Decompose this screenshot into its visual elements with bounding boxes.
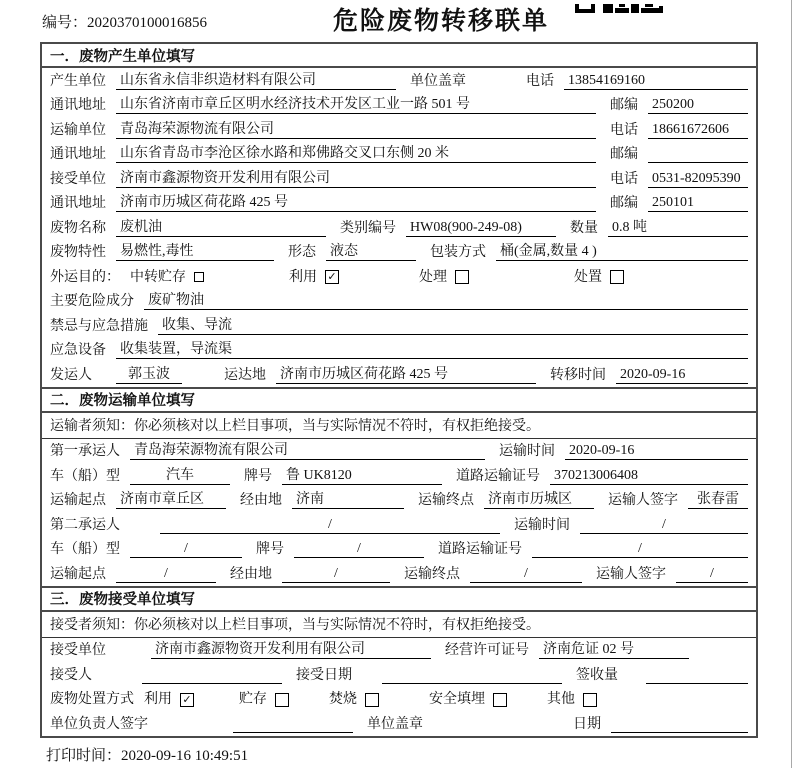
checkbox-label: 安全填埋 <box>429 692 485 707</box>
field-label: 运达地 <box>224 367 266 383</box>
field-label: 经由地 <box>230 566 272 582</box>
section-header: 一．废物产生单位填写 <box>42 44 756 68</box>
form-row <box>42 240 756 265</box>
checkbox-option <box>289 269 339 286</box>
field-label: 签收量 <box>576 667 618 683</box>
field-value: 汽车 <box>130 467 230 485</box>
field-label: 单位负责人签字 <box>50 716 148 732</box>
field-value: 370213006408 <box>550 467 748 485</box>
field-value: 0531-82095390 <box>648 170 748 188</box>
checkbox-option <box>429 691 507 708</box>
field-value: 郭玉波 <box>116 366 182 384</box>
field-label: 产生单位 <box>50 73 106 89</box>
field-label: 运输单位 <box>50 122 106 138</box>
checkbox-label: 处理 <box>419 269 447 285</box>
field-value: 250101 <box>648 194 748 212</box>
field-label: 电话 <box>526 73 554 89</box>
field-label: 形态 <box>288 245 316 260</box>
checkbox-unchecked <box>610 270 624 284</box>
field-value <box>233 716 353 733</box>
checkbox-label: 利用 <box>144 692 172 707</box>
field-value: 济南市历城区荷花路 425 号 <box>276 366 536 384</box>
form-row <box>42 662 756 687</box>
page-title: 危险废物转移联单 <box>332 7 549 35</box>
field-label: 包装方式 <box>430 245 486 260</box>
section-note: 运输者须知：你必须核对以上栏目事项，当与实际情况不符时，有权拒绝接受。 <box>42 413 756 439</box>
field-value: 济南危证 02 号 <box>539 641 689 659</box>
field-value: 收集装置，导流渠 <box>116 341 748 359</box>
field-value <box>382 667 562 684</box>
field-label: 发运人 <box>50 367 92 383</box>
field-label: 接受单位 <box>50 171 106 187</box>
checkbox-option <box>239 691 289 708</box>
form-row <box>42 142 756 167</box>
section-note: 接受者须知：你必须核对以上栏目事项，当与实际情况不符时，有权拒绝接受。 <box>42 612 756 638</box>
field-label: 车（船）型 <box>50 468 120 484</box>
qr-code-fragment <box>575 0 663 9</box>
field-value: 山东省济南市章丘区明水经济技术开发区工业一路 501 号 <box>116 96 596 114</box>
field-value: 0.8 吨 <box>608 219 748 237</box>
field-label: 日期 <box>573 716 601 732</box>
checkbox-unchecked <box>194 272 204 282</box>
field-value <box>648 146 748 163</box>
checkbox-label: 焚烧 <box>329 692 357 707</box>
print-time-line <box>46 744 248 765</box>
form-row <box>42 215 756 240</box>
checkbox-label: 中转贮存 <box>130 269 186 285</box>
field-label: 废物名称 <box>50 220 106 236</box>
form-row <box>42 264 756 289</box>
field-value: 济南市历城区 <box>484 491 594 509</box>
checkbox-option <box>574 269 624 286</box>
checkbox-unchecked <box>455 270 469 284</box>
field-value: 青岛海荣源物流有限公司 <box>130 442 485 460</box>
checkbox-option <box>130 269 204 286</box>
checkbox-label: 其他 <box>547 692 575 707</box>
form-row <box>42 68 756 93</box>
field-label: 接受日期 <box>296 667 352 683</box>
form-row <box>42 512 756 537</box>
field-value: 易燃性,毒性 <box>116 243 274 261</box>
form-row <box>42 638 756 663</box>
field-label: 经营许可证号 <box>445 643 529 658</box>
checkbox-unchecked <box>365 693 379 707</box>
field-value: / <box>580 516 748 534</box>
field-label: 运输时间 <box>514 517 570 533</box>
checkbox-option <box>144 691 194 708</box>
field-label: 数量 <box>570 220 598 236</box>
checkbox-unchecked <box>493 693 507 707</box>
field-label: 邮编 <box>610 98 638 113</box>
field-label: 道路运输证号 <box>456 468 540 484</box>
field-value: HW08(900-249-08) <box>406 219 556 237</box>
field-label: 转移时间 <box>550 367 606 383</box>
checkbox-unchecked <box>275 693 289 707</box>
form-row <box>42 561 756 586</box>
field-value: / <box>116 565 216 583</box>
field-value: / <box>282 565 390 583</box>
form-row <box>42 117 756 142</box>
field-value: 山东省永信非织造材料有限公司 <box>116 72 396 90</box>
print-time-label: 打印时间： <box>46 748 122 764</box>
field-value: 液态 <box>326 243 416 261</box>
field-label: 运输终点 <box>404 566 460 582</box>
field-value: 收集、导流 <box>158 317 748 335</box>
field-label: 运输人签字 <box>608 493 678 508</box>
field-value <box>646 667 748 684</box>
field-label: 运输终点 <box>418 493 474 508</box>
field-value: 13854169160 <box>564 72 748 90</box>
field-label: 第二承运人 <box>50 517 120 533</box>
field-value: 250200 <box>648 96 748 114</box>
field-value: / <box>470 565 582 583</box>
serial-value: 2020370100016856 <box>87 15 208 31</box>
field-value: 济南市章丘区 <box>116 491 226 509</box>
field-label: 牌号 <box>244 468 272 484</box>
field-label: 废物特性 <box>50 245 106 260</box>
form-row <box>42 687 756 712</box>
field-value: / <box>532 540 748 558</box>
field-value: 张春雷 <box>688 491 748 509</box>
form-section-2 <box>42 387 756 586</box>
serial-label: 编号： <box>42 15 88 31</box>
field-label: 主要危险成分 <box>50 294 134 309</box>
checkbox-label: 贮存 <box>239 692 267 707</box>
field-value: 2020-09-16 <box>565 442 748 460</box>
field-label: 禁忌与应急措施 <box>50 318 148 334</box>
field-value <box>142 667 282 684</box>
field-value: 鲁 UK8120 <box>282 467 442 485</box>
field-value: 济南市历城区荷花路 425 号 <box>116 194 596 212</box>
field-value: 济南 <box>292 491 404 509</box>
field-value: / <box>160 516 500 534</box>
field-value <box>611 716 748 733</box>
field-value: 2020-09-16 <box>616 366 748 384</box>
field-label: 第一承运人 <box>50 444 120 459</box>
form-row <box>42 289 756 314</box>
form-row <box>42 711 756 736</box>
field-label: 废物处置方式 <box>50 692 134 707</box>
form-section-3 <box>42 586 756 736</box>
print-time-value: 2020-09-16 10:49:51 <box>121 748 249 764</box>
field-value: / <box>294 540 424 558</box>
field-value: 废机油 <box>116 219 326 237</box>
checkbox-option <box>547 691 597 708</box>
section-header: 二．废物运输单位填写 <box>42 389 756 413</box>
field-label: 通讯地址 <box>50 196 106 211</box>
field-value: / <box>130 540 242 558</box>
form-row <box>42 439 756 464</box>
field-label: 类别编号 <box>340 220 396 236</box>
form-table <box>40 42 758 738</box>
field-label: 单位盖章 <box>367 716 423 732</box>
checkbox-checked: ✓ <box>180 693 194 707</box>
page-edge-line <box>791 0 792 768</box>
field-label: 电话 <box>610 122 638 138</box>
field-value: 18661672606 <box>648 121 748 139</box>
field-label: 道路运输证号 <box>438 542 522 557</box>
form-section-1 <box>42 44 756 387</box>
field-label: 单位盖章 <box>410 73 466 89</box>
section-header: 三．废物接受单位填写 <box>42 588 756 612</box>
field-label: 接受单位 <box>50 643 106 658</box>
field-label: 接受人 <box>50 667 92 683</box>
field-value: 山东省青岛市李沧区徐水路和郑佛路交叉口东侧 20 米 <box>116 145 596 163</box>
field-label: 邮编 <box>610 147 638 162</box>
checkbox-label: 处置 <box>574 269 602 285</box>
field-label: 应急设备 <box>50 343 106 358</box>
form-row <box>42 488 756 513</box>
field-label: 车（船）型 <box>50 542 120 557</box>
field-label: 通讯地址 <box>50 147 106 162</box>
checkbox-unchecked <box>583 693 597 707</box>
field-label: 邮编 <box>610 196 638 211</box>
field-label: 运输起点 <box>50 566 106 582</box>
form-row <box>42 166 756 191</box>
field-label: 经由地 <box>240 493 282 508</box>
checkbox-option <box>329 691 379 708</box>
form-row <box>42 313 756 338</box>
field-value: 济南市鑫源物资开发利用有限公司 <box>116 170 596 188</box>
form-row <box>42 93 756 118</box>
form-row <box>42 537 756 562</box>
field-value: 废矿物油 <box>144 292 748 310</box>
field-value: 青岛海荣源物流有限公司 <box>116 121 596 139</box>
field-label: 外运目的： <box>50 269 120 285</box>
field-label: 电话 <box>610 171 638 187</box>
field-label: 运输人签字 <box>596 566 666 582</box>
form-row <box>42 191 756 216</box>
checkbox-label: 利用 <box>289 269 317 285</box>
field-label: 运输起点 <box>50 493 106 508</box>
form-row <box>42 362 756 387</box>
field-value: / <box>676 565 748 583</box>
checkbox-checked: ✓ <box>325 270 339 284</box>
field-label: 牌号 <box>256 542 284 557</box>
field-label: 通讯地址 <box>50 98 106 113</box>
form-row <box>42 463 756 488</box>
field-value: 济南市鑫源物资开发利用有限公司 <box>151 641 431 659</box>
field-value: 桶(金属,数量 4 ) <box>496 243 748 261</box>
form-row <box>42 338 756 363</box>
checkbox-option <box>419 269 469 286</box>
field-label: 运输时间 <box>499 444 555 459</box>
